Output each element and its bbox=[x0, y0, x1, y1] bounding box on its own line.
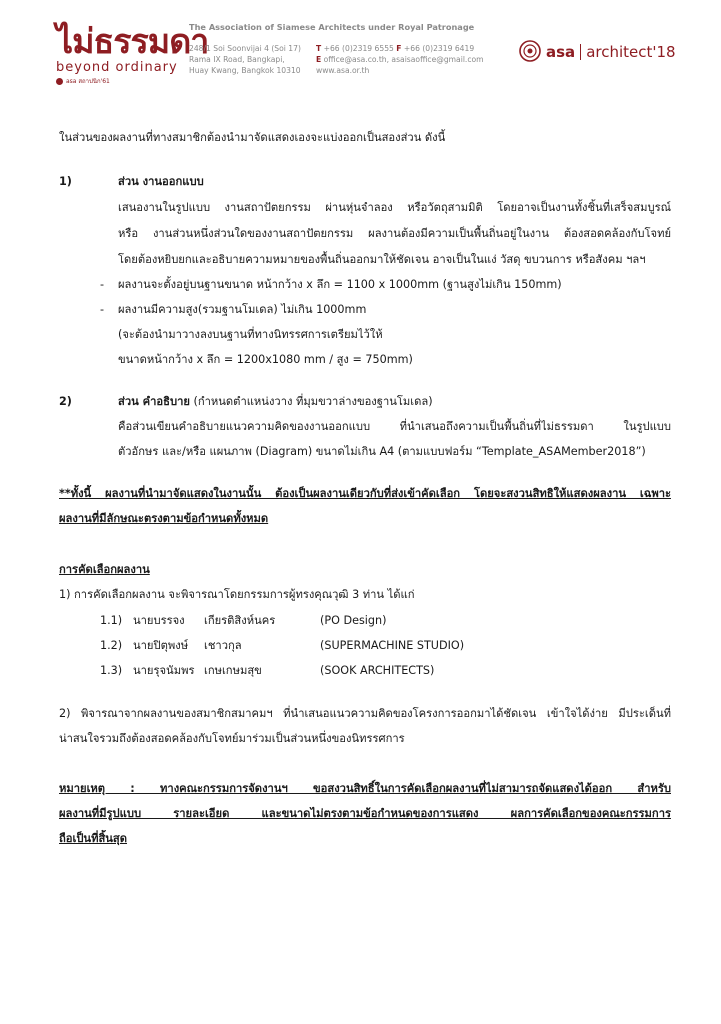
brand-architect: architect'18 bbox=[586, 43, 676, 61]
note-line: ผลงานที่มีลักษณะตรงตามข้อกำหนดทั้งหมด bbox=[59, 512, 269, 525]
email-address: office@asa.co.th, asaisaoffice@gmail.com bbox=[323, 55, 484, 64]
association-contact bbox=[316, 43, 484, 76]
judge-firm: (SOOK ARCHITECTS) bbox=[320, 664, 435, 677]
contact-phone-line bbox=[316, 43, 484, 54]
judge-first-name: นายบรรจง bbox=[133, 614, 185, 627]
website-url: www.asa.or.th bbox=[316, 66, 370, 75]
judge-index: 1.2) bbox=[100, 639, 123, 652]
letterhead bbox=[0, 0, 721, 100]
section-2-para-line: ตัวอักษร และ/หรือ แผนภาพ (Diagram) ขนาดไม่เกิน A4 (ตามแบบฟอร์ม “Template_ASAMember2018”) bbox=[118, 445, 646, 458]
section-2-heading bbox=[118, 394, 433, 410]
bullet-dash: - bbox=[100, 278, 105, 291]
section-1-number: 1) bbox=[59, 175, 72, 188]
logo-footer-text: asa สถาปนิก'61 bbox=[66, 78, 110, 85]
judge-first-name: นายรุจนัมพร bbox=[133, 664, 195, 677]
bullet-note-line: (จะต้องนำมาวางลงบนฐานที่ทางนิทรรศการเตรียมไว้ให้ bbox=[118, 328, 383, 341]
section-2-title: ส่วน คำอธิบาย bbox=[118, 395, 190, 408]
bullet-dash: - bbox=[100, 303, 105, 316]
association-name: The Association of Siamese Architects under Royal Patronage bbox=[189, 22, 475, 32]
fax-label: F bbox=[396, 44, 402, 53]
judge-last-name: เกษเกษมสุข bbox=[204, 664, 262, 677]
judge-firm: (PO Design) bbox=[320, 614, 387, 627]
selection-item-1: 1) การคัดเลือกผลงาน จะพิจารณาโดยกรรมการผู้ทรงคุณวุฒิ 3 ท่าน ได้แก่ bbox=[59, 588, 415, 601]
section-1-para-line: เสนองานในรูปแบบ งานสถาปัตยกรรม ผ่านหุ่นจำลอง หรือวัตถุสามมิติ โดยอาจเป็นงานทั้งชิ้นที่เสร็จสมบูรณ์ bbox=[118, 201, 671, 214]
contact-email-line bbox=[316, 54, 484, 65]
logo-main-text: ไม่ธรรมดา bbox=[56, 22, 209, 62]
fax-number: +66 (0)2319 6419 bbox=[403, 44, 475, 53]
note-line: **ทั้งนี้ ผลงานที่นำมาจัดแสดงในงานนั้น ต้องเป็นผลงานเดียวกับที่ส่งเข้าคัดเลือก โดยจะสงวนสิทธิให้แสดงผลงาน เฉพาะ bbox=[59, 487, 671, 500]
intro-text: ในส่วนของผลงานที่ทางสมาชิกต้องนำมาจัดแสดงเองจะแบ่งออกเป็นสองส่วน ดังนี้ bbox=[59, 131, 446, 144]
phone-label: T bbox=[316, 44, 322, 53]
bullet-note-line: ขนาดหน้ากว้าง x ลึก = 1200x1080 mm / สูง = 750mm) bbox=[118, 353, 413, 366]
judge-first-name: นายปิตุพงษ์ bbox=[133, 639, 189, 652]
asa-dot-icon bbox=[56, 78, 63, 85]
section-1-para-line: โดยต้องหยิบยกและอธิบายความหมายของพื้นถิ่นออกมาให้ชัดเจน อาจเป็นในแง่ วัสดุ ขบวนการ หรือสังคม ฯลฯ bbox=[118, 253, 646, 266]
section-2-title-note: (กำหนดตำแหน่งวาง ที่มุมขวาล่างของฐานโมเดล) bbox=[193, 395, 433, 408]
logo-subtitle: beyond ordinary bbox=[56, 60, 178, 75]
judge-last-name: เกียรติสิงห์นคร bbox=[204, 614, 276, 627]
remark-line: ผลงานที่มีรูปแบบ รายละเอียด และขนาดไม่ตรงตามข้อกำหนดของการแสดง ผลการคัดเลือกของคณะกรรมการ bbox=[59, 807, 671, 820]
judge-firm: (SUPERMACHINE STUDIO) bbox=[320, 639, 465, 652]
logo-footer bbox=[56, 76, 176, 86]
judge-index: 1.1) bbox=[100, 614, 123, 627]
phone-number: +66 (0)2319 6555 bbox=[323, 44, 394, 53]
address-line: Huay Kwang, Bangkok 10310 bbox=[189, 66, 301, 75]
selection-item-2-line: น่าสนใจรวมถึงต้องสอดคล้องกับโจทย์มาร่วมเป็นส่วนหนึ่งของนิทรรศการ bbox=[59, 732, 405, 745]
asa-architect-brand bbox=[546, 43, 676, 61]
remark-line: ถือเป็นที่สิ้นสุด bbox=[59, 832, 128, 845]
email-label: E bbox=[316, 55, 322, 64]
association-address bbox=[189, 43, 301, 76]
section-1-title: ส่วน งานออกแบบ bbox=[118, 175, 204, 188]
mai-thammada-logo bbox=[56, 22, 209, 86]
judge-index: 1.3) bbox=[100, 664, 123, 677]
selection-item-2-line: 2) พิจารณาจากผลงานของสมาชิกสมาคมฯ ที่นำเสนอแนวความคิดของโครงการออกมาได้ชัดเจน เข้าใจได้ง่าย มีประเด็นที่ bbox=[59, 707, 671, 720]
brand-asa: asa bbox=[546, 43, 576, 61]
bullet-max-height: ผลงานมีความสูง(รวมฐานโมเดล) ไม่เกิน 1000mm bbox=[118, 303, 367, 316]
bullet-base-size: ผลงานจะตั้งอยู่บนฐานขนาด หน้ากว้าง x ลึก = 1100 x 1000mm (ฐานสูงไม่เกิน 150mm) bbox=[118, 278, 562, 291]
section-2-para-line: คือส่วนเขียนคำอธิบายแนวความคิดของงานออกแบบ ที่นำเสนอถึงความเป็นพื้นถิ่นที่ไม่ธรรมดา ในรูปแบบ bbox=[118, 420, 671, 433]
remark-line: หมายเหตุ : ทางคณะกรรมการจัดงานฯ ขอสงวนสิทธิ์ในการคัดเลือกผลงานที่ไม่สามารถจัดแสดงได้ออก สำหรับ bbox=[59, 782, 671, 795]
judge-last-name: เชาวกุล bbox=[204, 639, 242, 652]
brand-divider bbox=[580, 44, 581, 60]
section-1-para-line: หรือ งานส่วนหนึ่งส่วนใดของงานสถาปัตยกรรม ผลงานต้องมีความเป็นพื้นถิ่นอยู่ในงาน ต้องสอดคล้องกับโจทย์ bbox=[118, 227, 671, 240]
section-2-number: 2) bbox=[59, 395, 72, 408]
asa-emblem-icon bbox=[519, 40, 541, 62]
selection-heading: การคัดเลือกผลงาน bbox=[59, 563, 150, 576]
address-line: Rama IX Road, Bangkapi, bbox=[189, 55, 285, 64]
address-line: 248/1 Soi Soonvijai 4 (Soi 17) bbox=[189, 44, 301, 53]
